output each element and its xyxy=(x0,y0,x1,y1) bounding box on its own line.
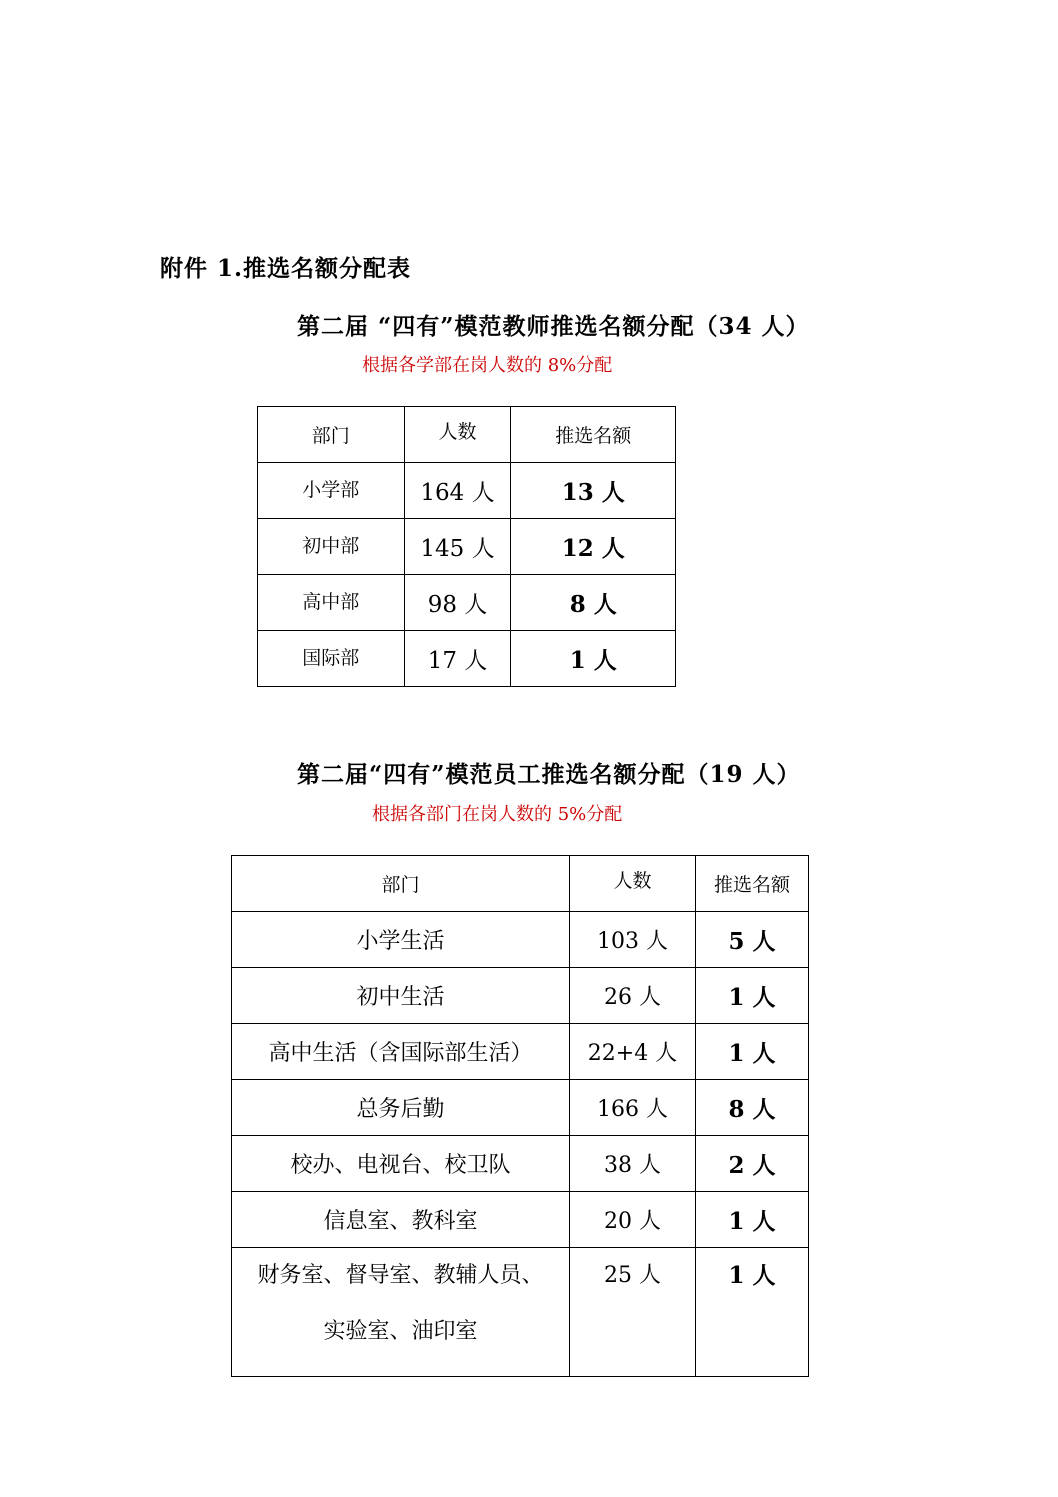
dept-cell: 高中部 xyxy=(258,575,405,631)
quota-cell: 13 人 xyxy=(511,463,676,519)
quota-cell: 1 人 xyxy=(696,1024,809,1080)
quota-cell: 5 人 xyxy=(696,912,809,968)
quota-cell: 8 人 xyxy=(696,1080,809,1136)
dept-cell xyxy=(232,1248,570,1377)
table-row xyxy=(232,968,809,1024)
dept-cell: 国际部 xyxy=(258,631,405,687)
count-cell: 164 人 xyxy=(404,463,511,519)
quota-cell: 8 人 xyxy=(511,575,676,631)
dept-cell: 总务后勤 xyxy=(232,1080,570,1136)
teacher-quota-table xyxy=(257,406,676,687)
table-row xyxy=(232,1136,809,1192)
quota-cell: 1 人 xyxy=(696,1248,809,1377)
table-row xyxy=(258,519,676,575)
table-row xyxy=(232,912,809,968)
staff-quota-table xyxy=(231,855,809,1377)
table-header-row xyxy=(232,856,809,912)
table-row xyxy=(258,463,676,519)
quota-cell: 1 人 xyxy=(696,1192,809,1248)
count-cell: 145 人 xyxy=(404,519,511,575)
count-cell: 26 人 xyxy=(570,968,696,1024)
table-row xyxy=(258,575,676,631)
count-cell: 17 人 xyxy=(404,631,511,687)
dept-cell: 校办、电视台、校卫队 xyxy=(232,1136,570,1192)
table-row xyxy=(232,1024,809,1080)
teacher-quota-subtitle: 根据各学部在岗人数的 8%分配 xyxy=(362,355,613,376)
teacher-quota-title: 第二届 “四有”模范教师推选名额分配（34 人） xyxy=(297,313,810,340)
dept-cell: 初中生活 xyxy=(232,968,570,1024)
dept-cell: 小学部 xyxy=(258,463,405,519)
dept-cell: 小学生活 xyxy=(232,912,570,968)
header-dept: 部门 xyxy=(232,856,570,912)
staff-quota-subtitle: 根据各部门在岗人数的 5%分配 xyxy=(372,804,623,825)
page-heading: 附件 1.推选名额分配表 xyxy=(160,255,412,282)
count-cell: 38 人 xyxy=(570,1136,696,1192)
table-row xyxy=(232,1248,809,1377)
dept-line-2: 实验室、油印室 xyxy=(323,1319,478,1344)
dept-cell: 初中部 xyxy=(258,519,405,575)
table-header-row xyxy=(258,407,676,463)
dept-line-1: 财务室、督导室、教辅人员、 xyxy=(257,1263,544,1288)
quota-cell: 2 人 xyxy=(696,1136,809,1192)
quota-cell: 1 人 xyxy=(696,968,809,1024)
quota-cell: 1 人 xyxy=(511,631,676,687)
table-row xyxy=(232,1080,809,1136)
count-cell: 20 人 xyxy=(570,1192,696,1248)
count-cell: 98 人 xyxy=(404,575,511,631)
quota-cell: 12 人 xyxy=(511,519,676,575)
count-cell: 25 人 xyxy=(570,1248,696,1377)
count-cell: 103 人 xyxy=(570,912,696,968)
header-quota: 推选名额 xyxy=(511,407,676,463)
count-cell: 22+4 人 xyxy=(570,1024,696,1080)
header-count: 人数 xyxy=(570,856,696,912)
header-quota: 推选名额 xyxy=(696,856,809,912)
staff-quota-title: 第二届“四有”模范员工推选名额分配（19 人） xyxy=(297,761,801,788)
table-row xyxy=(258,631,676,687)
header-dept: 部门 xyxy=(258,407,405,463)
table-row xyxy=(232,1192,809,1248)
dept-cell: 高中生活（含国际部生活） xyxy=(232,1024,570,1080)
dept-cell: 信息室、教科室 xyxy=(232,1192,570,1248)
header-count: 人数 xyxy=(404,407,511,463)
count-cell: 166 人 xyxy=(570,1080,696,1136)
